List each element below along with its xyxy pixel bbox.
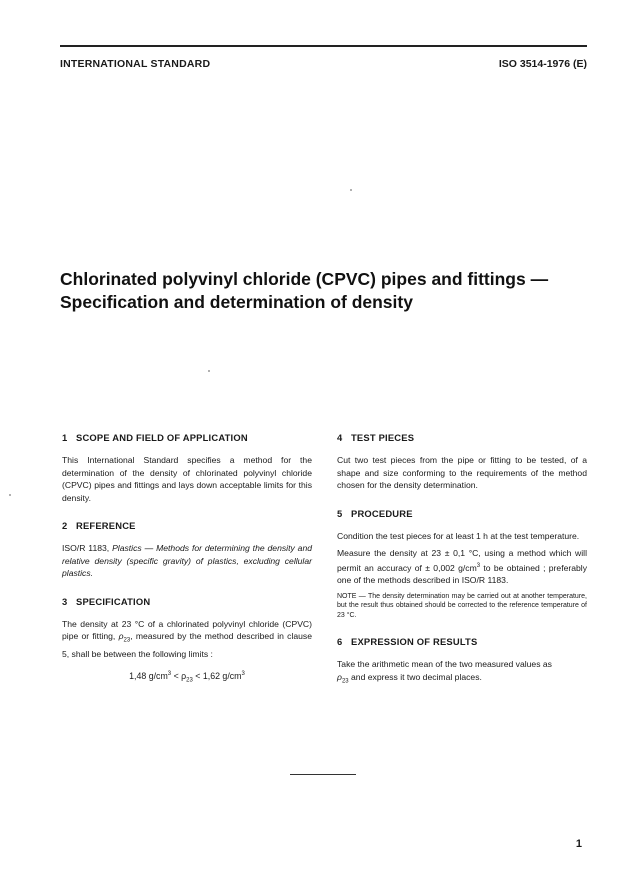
- rho-symbol: ρ: [118, 631, 124, 642]
- document-type: INTERNATIONAL STANDARD: [60, 58, 211, 70]
- section-heading: [62, 520, 312, 532]
- section-heading: [337, 508, 587, 520]
- left-column: [62, 432, 312, 703]
- footer-rule: [290, 774, 356, 775]
- formula-rho: < ρ: [171, 670, 187, 681]
- section-heading: [337, 432, 587, 444]
- document-title: [60, 268, 590, 314]
- section-title: SPECIFICATION: [76, 595, 151, 607]
- header-rule: [60, 45, 587, 47]
- section-procedure: [337, 508, 587, 620]
- right-column: [337, 432, 587, 704]
- section-reference: [62, 520, 312, 580]
- formula-exp: 3: [167, 671, 172, 677]
- section-title: REFERENCE: [76, 520, 136, 532]
- section-number: 2: [62, 520, 68, 532]
- rho-symbol: ρ: [337, 671, 342, 682]
- formula-sub: 23: [186, 677, 193, 684]
- reference-text: [62, 542, 312, 579]
- scan-speck: [208, 370, 210, 372]
- section-expression-of-results: [337, 636, 587, 688]
- section-number: 4: [337, 432, 343, 443]
- page-number: 1: [575, 838, 582, 850]
- section-text: Cut two test pieces from the pipe or fitting to be tested, of a shape and size conforming to the requirements of the method chosen for the density determination.: [337, 455, 587, 491]
- section-heading: [62, 432, 312, 444]
- density-limits-formula: [62, 668, 312, 687]
- procedure-text-1: Condition the test pieces for at least 1 h at the test temperature.: [337, 531, 580, 542]
- rho-subscript: 23: [341, 678, 349, 685]
- reference-id: ISO/R 1183,: [62, 543, 110, 554]
- section-number: 3: [62, 595, 68, 607]
- section-test-pieces: [337, 432, 587, 492]
- results-text-b: and express it two decimal places.: [348, 671, 482, 682]
- title-line-2: Specification and determination of density: [60, 292, 413, 312]
- section-number: 5: [337, 507, 343, 519]
- spec-text-a: The density at 23 °C of a chlorinated polyvinyl chloride (CPVC) pipe or fitting,: [62, 619, 312, 642]
- standard-number: ISO 3514-1976 (E): [498, 58, 587, 70]
- section-specification: [62, 596, 312, 687]
- section-number: 1: [62, 432, 68, 443]
- title-line-1: Chlorinated polyvinyl chloride (CPVC) pipes and fittings —: [60, 269, 549, 289]
- procedure-text-2b: to be obtained ; preferably one of the methods described in ISO/R 1183.: [337, 562, 587, 586]
- section-heading: [62, 596, 312, 608]
- section-heading: [337, 636, 587, 648]
- spec-text-b: , measured by the method described in clause 5, shall be between the following limits :: [62, 631, 312, 659]
- section-scope: [62, 432, 312, 504]
- reference-title: Plastics — Methods for determining the density and relative density (specific gravity) of plastics, excluding cellular plastics.: [62, 543, 312, 579]
- section-text: [337, 658, 587, 688]
- formula-exp: 3: [241, 671, 245, 677]
- section-title: PROCEDURE: [351, 507, 413, 519]
- procedure-note: NOTE — The density determination may be carried out at another temperature, but the result thus obtained should be corrected to the reference temperature of 23 °C.: [337, 592, 587, 619]
- section-number: 6: [337, 636, 343, 648]
- section-title: TEST PIECES: [351, 432, 415, 443]
- scan-speck: [9, 494, 11, 496]
- formula-upper: < 1,62 g/cm: [192, 670, 242, 681]
- section-text: [62, 618, 312, 660]
- results-text-a: Take the arithmetic mean of the two measured values as: [337, 659, 552, 670]
- formula-lower: 1,48 g/cm: [129, 670, 168, 681]
- section-title: SCOPE AND FIELD OF APPLICATION: [76, 432, 248, 443]
- section-text: This International Standard specifies a method for the determination of the density of chlorinated polyvinyl chloride (CPVC) pipes and fittings and lays down acceptable limits for this density.: [62, 455, 312, 503]
- procedure-text-2: [337, 547, 587, 586]
- section-title: EXPRESSION OF RESULTS: [351, 636, 478, 648]
- scan-speck: [350, 189, 352, 191]
- procedure-text-2a: Measure the density at 23 ± 0,1 °C, using a method which will permit an accuracy of ± 0,002 g/cm: [337, 548, 587, 573]
- rho-subscript: 23: [123, 638, 131, 645]
- procedure-exp: 3: [476, 562, 481, 569]
